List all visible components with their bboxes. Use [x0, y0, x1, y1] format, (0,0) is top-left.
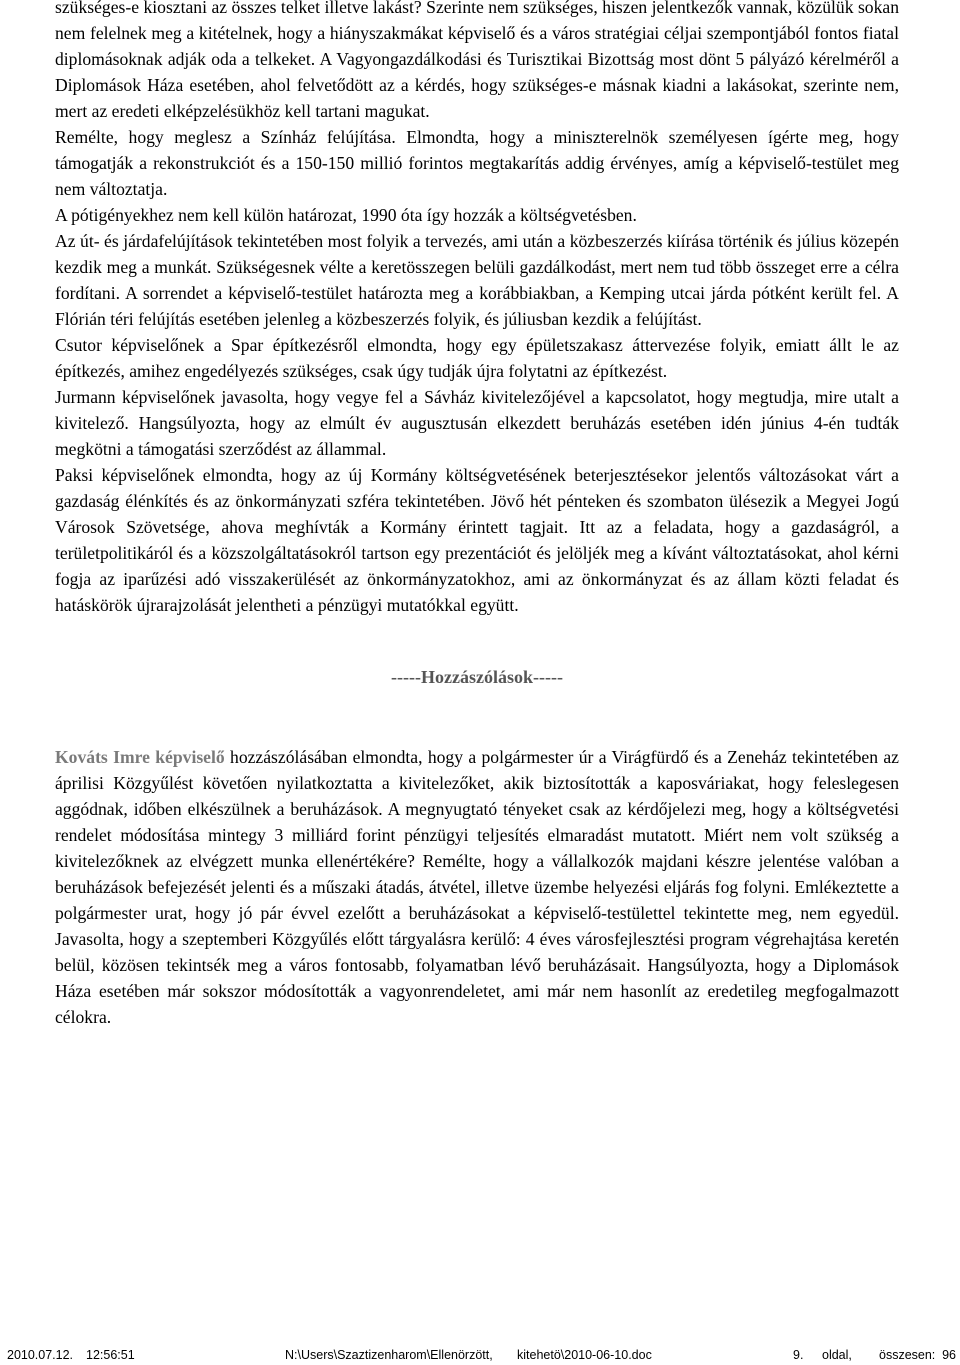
paragraph-kormany: Paksi képviselőnek elmondta, hogy az új Kormány költségvetésének beterjesztésekor jelentős változásokat várt a gazdaság élénkítés és az önkormányzati szféra tekintetében. Jövő hét pénteken és szombaton ülésezik a Megyei Jogú Városok Szövetsége, ahova meghívták a Kormány érintett tagjait. Itt az a feladata, hogy a gazdaságról, a területpolitikáról és a közszolgáltatásokról tartson egy prezentációt és jelöljék meg a kívánt változtatásokat, ahol kérni fogja az iparűzési adó visszakerülését az önkormányzatokhoz, ami az önkormányzat és az állam közti feladat és hatáskörök újrarajzolását jelentheti a pénzügyi mutatókkal együtt. — [55, 465, 899, 615]
section-heading: -----Hozzászólások----- — [391, 667, 563, 687]
document-page — [55, 0, 899, 1030]
paragraph-potigenyek: A pótigényekhez nem kell külön határozat, 1990 óta így hozzák a költségvetésben. — [55, 205, 637, 225]
footer-page-number: 9. — [793, 1348, 804, 1362]
page-footer — [7, 1346, 956, 1364]
footer-date: 2010.07.12. — [7, 1348, 74, 1362]
footer-file: kitehetö\2010-06-10.doc — [517, 1348, 652, 1362]
paragraph-savhaz: Jurmann képviselőnek javasolta, hogy vegye fel a Sávház kivitelezőjével a kapcsolatot, hogy megtudja, mire utalt a kivitelező. Hangsúlyozta, hogy az elmúlt év augusztusán elkezdett beruházás esetében idén június 4-én tudták megkötni a támogatási szerződést az állammal. — [55, 387, 899, 459]
speaker-name: Kováts Imre képviselő — [55, 747, 225, 767]
comment-paragraph — [55, 744, 899, 1030]
footer-time: 12:56:51 — [86, 1348, 135, 1362]
paragraph-utfelujitas: Az út- és járdafelújítások tekintetében most folyik a tervezés, ami után a közbeszerzés kiírása történik és július közepén kezdik meg a munkát. Szükségesnek vélte a keretösszegen belüli gazdálkodást, mert nem tud több összeget erre a célra fordítani. A sorrendet a képviselő-testület határozta meg a korábbiakban, a Kemping utcai járda pótként került fel. A Flórián téri felújítás esetében jelenleg a közbeszerzés folyik, és júliusban kezdik a felújítást. — [55, 231, 899, 329]
paragraph-telkek: szükséges-e kiosztani az összes telket illetve lakást? Szerinte nem szükséges, hiszen jelentkezők vannak, közülük sokan nem felelnek meg a kitételnek, hogy a hiányszakmákat képviselő és a város stratégiai céljai szempontjából fontos fiatal diplomásoknak adják oda a telkeket. A Vagyongazdálkodási és Turisztikai Bizottság most dönt 5 pályázó kérelméről a Diplomások Háza esetében, ahol felvetődött az a kérdés, hogy szükséges-e másnak kiadni a lakásokat, szerinte nem, mert az eredeti elképzelésükhöz kell tartani magukat. — [55, 0, 899, 121]
comment-text: hozzászólásában elmondta, hogy a polgármester úr a Virágfürdő és a Zeneház tekintetében az áprilisi Közgyűlést követően nyilatkoztatta a kivitelezőket, akik biztosították a kaposváriakat, hogy feleslegesen aggódnak, időben elkészülnek a beruházások. A megnyugtató tényeket csak az kérdőjelezi meg, hogy a költségvetési rendelet módosítása mintegy 3 milliárd forint pénzügyi teljesítés elmaradást mutatott. Miért nem volt szükség a kivitelezőknek az elvégzett munka ellenértékére? Remélte, hogy a vállalkozók majdani készre jelentése valóban a beruházások befejezését jelenti és a műszaki átadás, átvétel, illetve üzembe helyezési eljárás fog folyni. Emlékeztette a polgármester urat, hogy jó pár évvel ezelőtt a beruházásokat a képviselő-testülettel tekintette meg, nem egyedül. Javasolta, hogy a szeptemberi Közgyűlés előtt tárgyalásra kerülő: 4 éves városfejlesztési program végrehajtása keretén belül, közösen tekintsék meg a város fontosabb, folyamatban lévő beruházásait. Hangsúlyozta, hogy a Diplomások Háza esetében már sokszor módosították a vagyonrendeletet, ami már nem hasonlít az eredetileg megfogalmazott célokra. — [55, 747, 899, 1027]
footer-path: N:\Users\Szaztizenharom\Ellenörzött, — [285, 1348, 493, 1362]
footer-total-pages: 96 — [942, 1348, 956, 1362]
footer-page-label: oldal, — [822, 1348, 852, 1362]
heading-spacer — [55, 716, 899, 744]
paragraph-szinhaz: Remélte, hogy meglesz a Színház felújítása. Elmondta, hogy a miniszterelnök személyesen ígérte meg, hogy támogatják a rekonstrukciót és a 150-150 millió forintos megtakarítás addig érvényes, amíg a képviselő-testület meg nem változtatja. — [55, 127, 899, 199]
paragraph-spar: Csutor képviselőnek a Spar építkezésről elmondta, hogy egy épületszakasz áttervezése folyik, emiatt állt le az építkezés, amihez engedélyezés szükséges, csak úgy tudják újra folytatni az építkezést. — [55, 335, 899, 381]
footer-total-label: összesen: — [879, 1348, 936, 1362]
